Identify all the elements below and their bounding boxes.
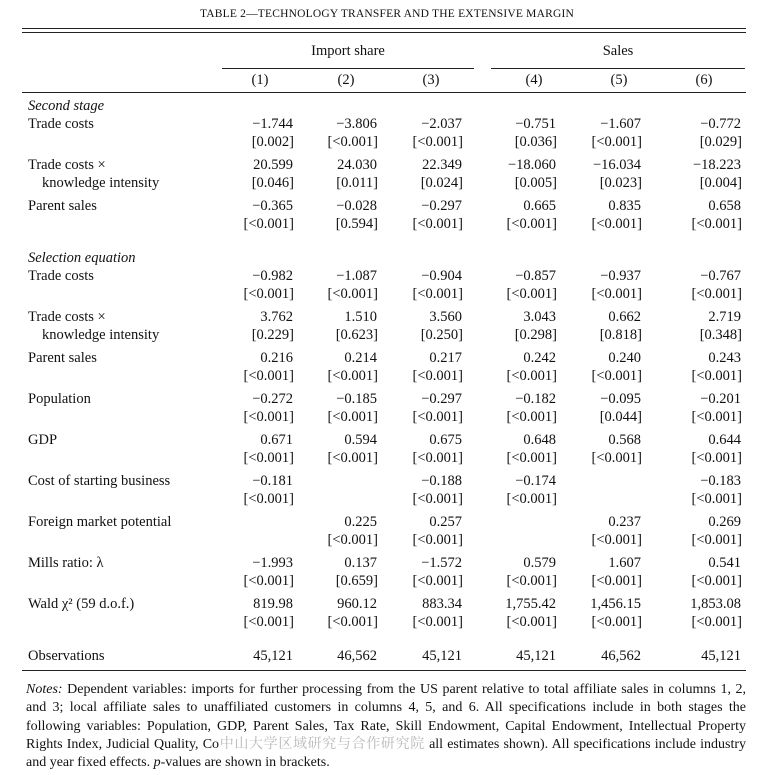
coefficient-cell: 960.12 [337,596,377,612]
coefficient-cell: −1.572 [421,555,462,571]
coefficient-cell: −0.183 [700,473,741,489]
p-value-cell: [<0.001] [412,532,463,548]
coefficient-cell: −0.185 [336,391,377,407]
coefficient-cell: 2.719 [708,309,741,325]
coefficient-cell: −0.937 [600,268,641,284]
coefficient-cell: 0.240 [608,350,641,366]
coefficient-cell: 45,121 [422,648,462,664]
p-value-cell: [<0.001] [243,286,294,302]
p-value-cell: [<0.001] [243,491,294,507]
p-value-cell: [<0.001] [243,216,294,232]
p-value-cell: [<0.001] [691,216,742,232]
coefficient-cell: 0.662 [608,309,641,325]
p-value-cell: [<0.001] [591,573,642,589]
p-value-cell: [0.594] [335,216,378,232]
coefficient-cell: −1.993 [252,555,293,571]
coefficient-cell: 0.137 [344,555,377,571]
p-value-cell: [<0.001] [327,409,378,425]
coefficient-cell: 45,121 [516,648,556,664]
coefficient-cell: 0.665 [523,198,556,214]
coefficient-cell: 0.579 [523,555,556,571]
p-value-cell: [<0.001] [506,216,557,232]
p-value-cell: [<0.001] [506,409,557,425]
coefficient-cell: 0.237 [608,514,641,530]
coefficient-cell: 0.835 [608,198,641,214]
p-value-cell: [<0.001] [506,368,557,384]
coefficient-cell: −0.772 [700,116,741,132]
p-value-cell: [0.623] [335,327,378,343]
row-label: Observations [28,648,105,664]
table-notes [26,681,746,772]
coefficient-cell: −1.744 [252,116,293,132]
coefficient-cell: −0.188 [421,473,462,489]
notes-text-part1: Dependent variables: imports for further processing from the US parent relative to total affiliate sales in columns 1, 2, and 3; local affiliate sales to unaffiliated customers in columns 4, 5, and 6. All specifications include in both stages the following variables: Population, GDP, Parent Sales, Tax Rate, Skill Endowment, Capital Endowment, Intellectual Property Rights Index, Judicial Quality, Co [26,682,746,752]
coefficient-cell: −2.037 [421,116,462,132]
column-header-2: (2) [337,72,355,88]
column-header-5: (5) [610,72,628,88]
p-value-cell: [<0.001] [691,409,742,425]
coefficient-cell: −0.297 [421,391,462,407]
section-second-stage: Second stage [28,98,105,114]
row-label: GDP [28,432,58,448]
p-value-cell: [<0.001] [327,614,378,630]
row-label: Trade costs × [28,309,106,325]
p-value-cell: [<0.001] [327,450,378,466]
notes-text-part2: all estimates shown). All specifications include industry and year fixed effects. [26,736,747,771]
p-value-cell: [<0.001] [327,368,378,384]
row-label: Population [28,391,91,407]
coefficient-cell: −18.223 [692,157,741,173]
coefficient-cell: −0.857 [515,268,556,284]
coefficient-cell: 1,755.42 [505,596,556,612]
coefficient-cell: −0.181 [252,473,293,489]
p-value-cell: [0.024] [420,175,463,191]
p-value-cell: [<0.001] [412,286,463,302]
p-value-cell: [<0.001] [591,134,642,150]
p-value-cell: [<0.001] [591,450,642,466]
coefficient-cell: 0.257 [429,514,462,530]
p-value-cell: [0.348] [699,327,742,343]
coefficient-cell: 0.658 [708,198,741,214]
coefficient-cell: 20.599 [253,157,293,173]
group-rule-sales [491,68,745,69]
coefficient-cell: −0.095 [600,391,641,407]
p-value-cell: [<0.001] [243,409,294,425]
coefficient-cell: 0.671 [260,432,293,448]
column-header-1: (1) [251,72,269,88]
coefficient-cell: −0.028 [336,198,377,214]
coefficient-cell: 0.216 [260,350,293,366]
column-header-3: (3) [422,72,440,88]
p-value-cell: [0.659] [335,573,378,589]
coefficient-cell: 1,456.15 [590,596,641,612]
p-value-cell: [<0.001] [243,573,294,589]
row-label-continued: knowledge intensity [42,175,160,191]
bottom-rule [22,670,746,671]
section-selection-equation: Selection equation [28,250,136,266]
p-value-cell: [0.036] [514,134,557,150]
p-value-cell: [<0.001] [412,573,463,589]
coefficient-cell: −0.272 [252,391,293,407]
coefficient-cell: 3.043 [523,309,556,325]
p-value-cell: [0.002] [251,134,294,150]
p-value-cell: [<0.001] [243,368,294,384]
coefficient-cell: −3.806 [336,116,377,132]
p-value-cell: [<0.001] [591,532,642,548]
table-title: TABLE 2—TECHNOLOGY TRANSFER AND THE EXTENSIVE MARGIN [199,8,575,20]
coefficient-cell: −1.607 [600,116,641,132]
p-value-cell: [<0.001] [243,450,294,466]
p-value-cell: [<0.001] [691,614,742,630]
coefficient-cell: −0.182 [515,391,556,407]
coefficient-cell: 0.217 [429,350,462,366]
row-label: Trade costs [28,268,94,284]
coefficient-cell: 0.225 [344,514,377,530]
coefficient-cell: −18.060 [507,157,556,173]
p-value-cell: [<0.001] [691,368,742,384]
p-value-cell: [<0.001] [327,286,378,302]
p-value-cell: [0.004] [699,175,742,191]
p-value-cell: [0.298] [514,327,557,343]
coefficient-cell: −0.174 [515,473,556,489]
column-header-6: (6) [695,72,713,88]
coefficient-cell: 45,121 [701,648,741,664]
group-header-import-share: Import share [311,43,385,59]
p-value-cell: [<0.001] [691,286,742,302]
row-label: Parent sales [28,350,97,366]
coefficient-cell: 45,121 [253,648,293,664]
coefficient-cell: 46,562 [601,648,641,664]
coefficient-cell: −0.904 [421,268,462,284]
p-value-cell: [0.023] [599,175,642,191]
coefficient-cell: 22.349 [422,157,462,173]
p-value-cell: [0.818] [599,327,642,343]
notes-text-part3: -values are shown in brackets. [160,755,330,771]
p-value-cell: [<0.001] [506,573,557,589]
coefficient-cell: 0.644 [708,432,741,448]
p-value-cell: [<0.001] [243,614,294,630]
p-value-cell: [<0.001] [506,614,557,630]
p-value-cell: [<0.001] [412,409,463,425]
group-header-sales: Sales [602,43,634,59]
p-value-cell: [0.044] [599,409,642,425]
coefficient-cell: 3.762 [260,309,293,325]
p-value-cell: [<0.001] [691,573,742,589]
row-label: Mills ratio: λ [28,555,104,571]
p-value-cell: [<0.001] [506,286,557,302]
row-label: Parent sales [28,198,97,214]
coefficient-cell: 0.214 [344,350,377,366]
top-rule [22,28,746,29]
coefficient-cell: 0.648 [523,432,556,448]
coefficient-cell: 0.675 [429,432,462,448]
coefficient-cell: 0.541 [708,555,741,571]
coefficient-cell: 0.594 [344,432,377,448]
p-value-cell: [0.011] [336,175,378,191]
p-value-cell: [<0.001] [591,216,642,232]
p-value-cell: [<0.001] [506,450,557,466]
p-value-cell: [0.005] [514,175,557,191]
coefficient-cell: 0.568 [608,432,641,448]
coefficient-cell: 883.34 [422,596,462,612]
p-value-cell: [0.229] [251,327,294,343]
coefficient-cell: 46,562 [337,648,377,664]
p-value-cell: [0.046] [251,175,294,191]
row-label: Foreign market potential [28,514,172,530]
coefficient-cell: 24.030 [337,157,377,173]
coefficient-cell: 819.98 [253,596,293,612]
top-rule-second [22,32,746,33]
p-value-cell: [<0.001] [412,216,463,232]
coefficient-cell: 3.560 [429,309,462,325]
column-header-4: (4) [525,72,543,88]
coefficient-cell: 0.269 [708,514,741,530]
notes-p-italic: p [153,755,161,771]
p-value-cell: [0.029] [699,134,742,150]
p-value-cell: [<0.001] [412,134,463,150]
p-value-cell: [0.250] [420,327,463,343]
row-label: Wald χ² (59 d.o.f.) [28,596,135,612]
p-value-cell: [<0.001] [327,532,378,548]
coefficient-cell: 1.607 [608,555,641,571]
coefficient-cell: −16.034 [592,157,641,173]
p-value-cell: [<0.001] [591,368,642,384]
coefficient-cell: 1.510 [344,309,377,325]
coefficient-cell: −0.982 [252,268,293,284]
p-value-cell: [<0.001] [412,614,463,630]
p-value-cell: [<0.001] [691,532,742,548]
coefficient-cell: 1,853.08 [690,596,741,612]
coefficient-cell: −0.201 [700,391,741,407]
group-rule-import-share [222,68,474,69]
watermark-text: 中山大学区域研究与合作研究院 [219,736,425,752]
p-value-cell: [<0.001] [591,614,642,630]
p-value-cell: [<0.001] [327,134,378,150]
coefficient-cell: −0.751 [515,116,556,132]
notes-lead: Notes: [26,682,63,697]
row-label: Trade costs × [28,157,106,173]
row-label: Trade costs [28,116,94,132]
coefficient-cell: −0.767 [700,268,741,284]
header-rule [22,92,746,93]
coefficient-cell: 0.242 [523,350,556,366]
p-value-cell: [<0.001] [591,286,642,302]
coefficient-cell: −1.087 [336,268,377,284]
coefficient-cell: −0.365 [252,198,293,214]
p-value-cell: [<0.001] [691,491,742,507]
row-label-continued: knowledge intensity [42,327,160,343]
p-value-cell: [<0.001] [506,491,557,507]
coefficient-cell: −0.297 [421,198,462,214]
p-value-cell: [<0.001] [691,450,742,466]
coefficient-cell: 0.243 [708,350,741,366]
p-value-cell: [<0.001] [412,368,463,384]
p-value-cell: [<0.001] [412,450,463,466]
p-value-cell: [<0.001] [412,491,463,507]
row-label: Cost of starting business [28,473,171,489]
